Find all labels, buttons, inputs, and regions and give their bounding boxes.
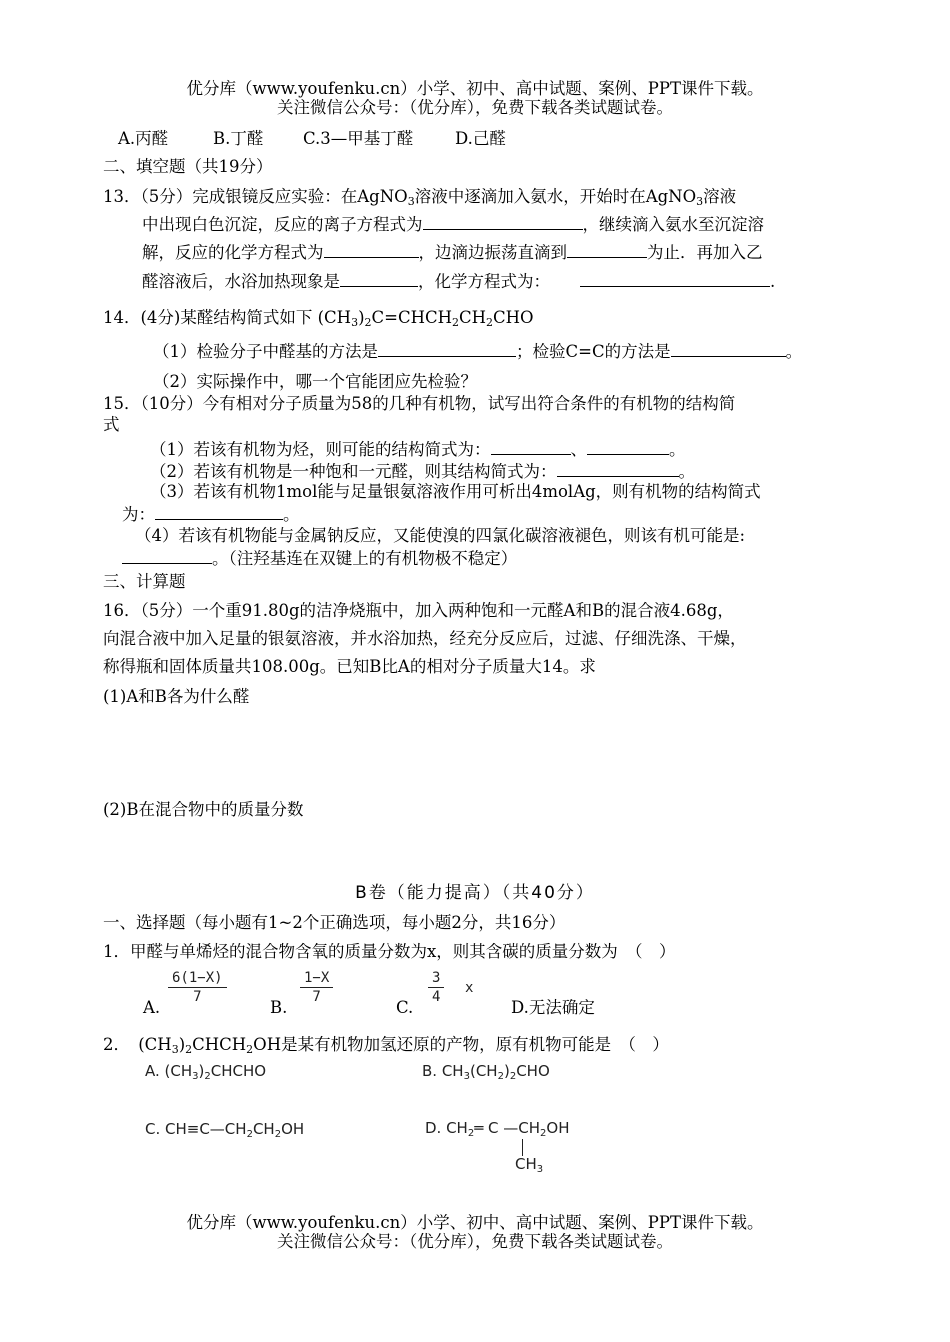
answer-blank[interactable] — [423, 213, 583, 230]
q13-line-4: 醛溶液后，水浴加热现象是 ，化学方程式为： . — [142, 272, 776, 291]
answer-blank[interactable] — [587, 438, 669, 455]
q13-line-2: 中出现白色沉淀，反应的离子方程式为 ，继续滴入氨水至沉淀溶 — [142, 215, 764, 234]
q15-line-4: （2）若该有机物是一种饱和一元醛，则其结构简式为： 。 — [150, 462, 695, 481]
b1-option-c-x: x — [465, 980, 474, 996]
section-b1-title: 一、选择题（每小题有1~2个正确选项，每小题2分，共16分） — [103, 913, 566, 932]
b2-option-b: B. $CH_3(CH_2)_2CHO$ — [422, 1062, 550, 1082]
q14-line-1: 14．(4分)某醛结构简式如下 $(CH_3)_2C=CHCH_2CH_2CHO$ — [103, 308, 534, 329]
b2-option-d-branch: $CH_3$ — [515, 1155, 544, 1175]
answer-blank[interactable] — [671, 340, 786, 357]
q15-line-5: （3）若该有机物1mol能与足量银氨溶液作用可析出4molAg，则有机物的结构简式 — [150, 482, 761, 501]
footer-line-2: 关注微信公众号：（优分库），免费下载各类试题试卷。 — [277, 1232, 673, 1251]
answer-blank[interactable] — [340, 270, 418, 287]
b1-stem: 1．甲醛与单烯烃的混合物含氧的质量分数为x，则其含碳的质量分数为 （ ） — [103, 942, 676, 961]
answer-blank[interactable] — [567, 241, 647, 258]
q15-line-8: 。（注羟基连在双键上的有机物极不稳定） — [122, 547, 517, 570]
header-line-2: 关注微信公众号：（优分库），免费下载各类试题试卷。 — [277, 98, 673, 117]
q15-line-3: （1）若该有机物为烃，则可能的结构简式为： 、 。 — [150, 440, 686, 459]
answer-blank[interactable] — [122, 547, 212, 564]
q13-line-3: 解，反应的化学方程式为 ，边滴边振荡直滴到 为止．再加入乙 — [142, 243, 763, 262]
header-line-1: 优分库（www.youfenku.cn）小学、初中、高中试题、案例、PPT课件下载。 — [186, 79, 764, 98]
b2-option-d: D. $CH_2═$ C $—CH_2OH$ — [425, 1119, 570, 1139]
footer-line-1: 优分库（www.youfenku.cn）小学、初中、高中试题、案例、PPT课件下载。 — [186, 1213, 764, 1232]
section-2-title: 二、填空题（共19分） — [103, 157, 273, 176]
answer-blank[interactable] — [580, 270, 770, 287]
b1-option-a-fraction: $\frac{6(1-X)}{7}$ — [168, 970, 227, 1005]
q16-part-1: (1)A和B各为什么醛 — [103, 687, 250, 706]
b1-option-c-label: C. — [396, 998, 414, 1017]
b1-option-b-label: B. — [270, 998, 288, 1017]
b2-option-a: A. $(CH_3)_2CHCHO$ — [145, 1062, 267, 1082]
q16-line-1: 16．（5分）一个重91.80g的洁净烧瓶中，加入两种饱和一元醛A和B的混合液4.68g， — [103, 601, 734, 620]
branch-bond-line — [522, 1139, 523, 1156]
section-3-title: 三、计算题 — [103, 572, 186, 591]
q16-line-3: 称得瓶和固体质量共108.00g。已知B比A的相对分子质量大14。求 — [103, 657, 596, 676]
b2-option-c: C. $CH\equiv C—CH_2CH_2OH$ — [145, 1120, 305, 1140]
q16-line-2: 向混合液中加入足量的银氨溶液，并水浴加热，经充分反应后，过滤、仔细洗涤、干燥， — [103, 629, 747, 648]
q12-option-b: B.丁醛 — [213, 129, 264, 148]
q15-line-6: 为： 。 — [122, 505, 300, 524]
q13-line-1: 13．（5分）完成银镜反应实验：在AgNO$_3$溶液中逐滴加入氨水，开始时在AgNO$_3$溶液 — [103, 187, 737, 208]
answer-blank[interactable] — [324, 241, 419, 258]
q12-option-a: A.丙醛 — [118, 129, 169, 148]
q15-line-1: 15．（10分）今有相对分子质量为58的几种有机物，试写出符合条件的有机物的结构简 — [103, 394, 736, 413]
b1-option-c-fraction: $\frac{3}{4}$ — [428, 970, 444, 1005]
b1-option-a-label: A. — [143, 998, 161, 1017]
b1-option-d: D.无法确定 — [511, 998, 595, 1017]
q16-part-2: (2)B在混合物中的质量分数 — [103, 800, 304, 819]
q15-line-7: （4）若该有机物能与金属钠反应，又能使溴的四氯化碳溶液褪色，则该有机可能是: — [135, 526, 746, 545]
q12-option-d: D.己醛 — [455, 129, 506, 148]
answer-blank[interactable] — [557, 460, 679, 477]
part-b-title: B卷（能力提高）（共40分） — [355, 883, 595, 903]
q12-option-c: C.3—甲基丁醛 — [303, 129, 414, 148]
answer-blank[interactable] — [155, 503, 283, 520]
q14-line-3: （2）实际操作中，哪一个官能团应先检验？ — [153, 372, 477, 391]
q14-line-2: （1）检验分子中醛基的方法是 ；检验C=C的方法是 。 — [153, 342, 803, 361]
q15-line-2: 式 — [103, 415, 120, 434]
b1-option-b-fraction: $\frac{1-X}{7}$ — [300, 970, 333, 1005]
b2-stem: 2． $(CH_3)_2CHCH_2OH$是某有机物加氢还原的产物，原有机物可能是 （ ） — [103, 1035, 669, 1056]
answer-blank[interactable] — [378, 340, 516, 357]
answer-blank[interactable] — [491, 438, 571, 455]
